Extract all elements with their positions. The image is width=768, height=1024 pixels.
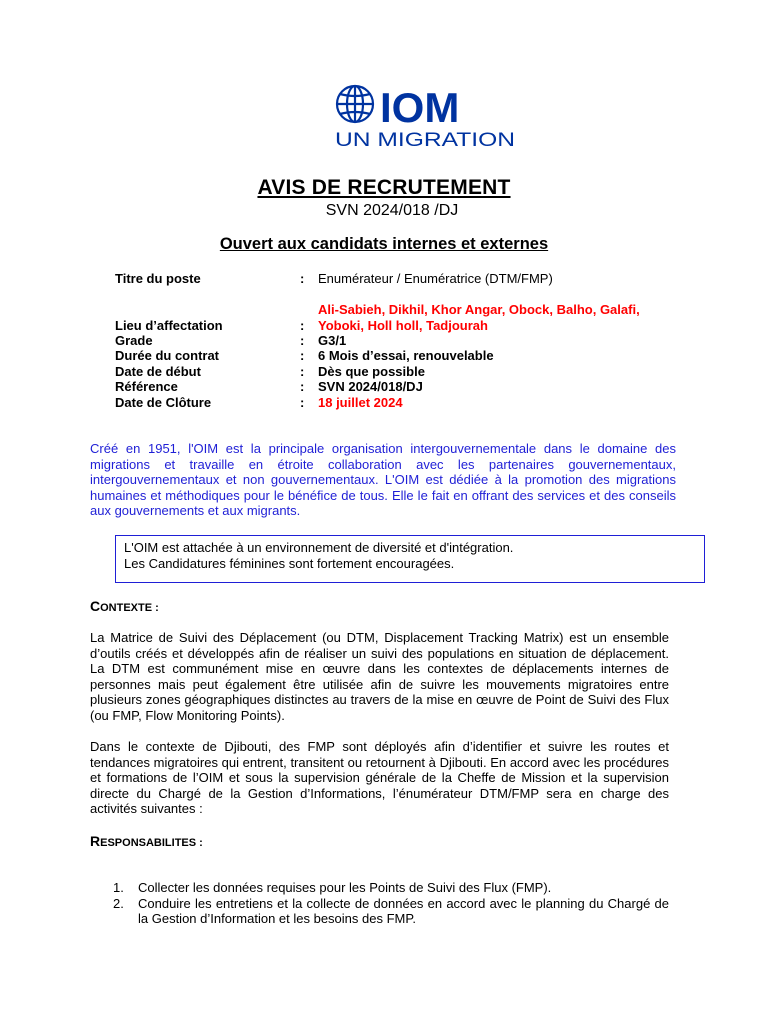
context-paragraph-1: La Matrice de Suivi des Déplacement (ou DTM, Displacement Tracking Matrix) est un ensemble d’outils créés et développés afin de réaliser un suivi des populations en situation de déplacement. La DTM est communément mise en œuvre dans les contextes de déplacements internes de personnes mais peut également être utilisée afin de suivre les mouvements migratoires entre plusieurs zones géographiques distinctes au travers de la mise en œuvre de Point de Suivi des Flux (ou FMP, Flow Monitoring Points). xyxy=(90,630,669,723)
value-reference: SVN 2024/018/DJ xyxy=(318,379,423,394)
audience-heading: Ouvert aux candidats internes et externes xyxy=(219,235,549,253)
responsibilities-heading xyxy=(90,833,203,849)
label-grade: Grade xyxy=(115,333,153,348)
value-location-line1: Ali-Sabieh, Dikhil, Khor Angar, Obock, Balho, Galafi, xyxy=(318,302,640,317)
diversity-box xyxy=(115,535,705,583)
list-number: 2. xyxy=(113,895,124,911)
value-grade: G3/1 xyxy=(318,333,347,348)
value-closing-date: 18 juillet 2024 xyxy=(318,395,403,410)
label-start-date: Date de début xyxy=(115,364,201,379)
label-duration: Durée du contrat xyxy=(115,348,220,363)
label-job-title: Titre du poste xyxy=(115,271,201,286)
separator: : xyxy=(300,348,305,363)
separator: : xyxy=(300,271,305,286)
responsibilities-heading-initial: R xyxy=(90,833,101,849)
logo-text: IOM xyxy=(380,84,460,131)
separator: : xyxy=(300,333,305,348)
label-location: Lieu d’affectation xyxy=(115,318,223,333)
label-closing-date: Date de Clôture xyxy=(115,395,212,410)
reference-line xyxy=(0,202,768,220)
context-heading xyxy=(90,598,159,614)
list-item-text: Collecter les données requises pour les Points de Suivi des Flux (FMP). xyxy=(138,880,552,895)
iom-logo xyxy=(334,84,518,154)
list-number: 1. xyxy=(113,880,124,895)
list-item xyxy=(113,880,669,896)
diversity-line-2: Les Candidatures féminines sont fortement encouragées. xyxy=(124,555,455,571)
page-title: AVIS DE RECRUTEMENT xyxy=(257,176,511,199)
separator: : xyxy=(300,364,305,379)
separator: : xyxy=(300,318,305,333)
intro-paragraph: Créé en 1951, l'OIM est la principale organisation intergouvernementale dans le domaine des migrations et travaille en étroite collaboration avec les partenaires gouvernementaux, intergouvernementaux et non gouvernementaux. L'OIM est dédiée à la promotion des migrations humaines et méthodiques pour le bénéfice de tous. Elle le fait en offrant des services et des conseils aux gouvernements et aux migrants. xyxy=(90,441,676,519)
value-start-date: Dès que possible xyxy=(318,364,425,379)
reference-text: SVN 2024/018 /DJ xyxy=(325,202,459,219)
list-item-text: Conduire les entretiens et la collecte de données en accord avec le planning du Chargé de la Gestion d’Information et les besoins des FMP. xyxy=(138,895,669,927)
label-reference: Référence xyxy=(115,379,178,394)
iom-emblem-icon xyxy=(337,86,373,122)
diversity-line-1: L'OIM est attachée à un environnement de diversité et d'intégration. xyxy=(124,540,514,555)
responsibilities-list xyxy=(113,880,669,927)
value-duration: 6 Mois d’essai, renouvelable xyxy=(318,348,494,363)
separator: : xyxy=(300,379,305,394)
responsibilities-heading-rest: ESPONSABILITES : xyxy=(100,837,203,849)
list-item xyxy=(113,896,669,927)
separator: : xyxy=(300,395,305,410)
context-heading-rest: ONTEXTE : xyxy=(100,602,159,614)
logo-subtitle: UN MIGRATION xyxy=(335,129,515,151)
value-location-line2: Yoboki, Holl holl, Tadjourah xyxy=(318,318,488,333)
context-paragraph-2: Dans le contexte de Djibouti, des FMP sont déployés afin d’identifier et suivre les routes et tendances migratoires qui entrent, transitent ou retournent à Djibouti. En accord avec les procédures et formations de l’OIM et sous la supervision générale de la Cheffe de Mission et la supervision directe du Chargé de la Gestion d’Informations, l’énumérateur DTM/FMP sera en charge des activités suivantes : xyxy=(90,739,669,817)
value-job-title: Enumérateur / Enumératrice (DTM/FMP) xyxy=(318,271,553,286)
context-heading-initial: C xyxy=(90,598,101,614)
